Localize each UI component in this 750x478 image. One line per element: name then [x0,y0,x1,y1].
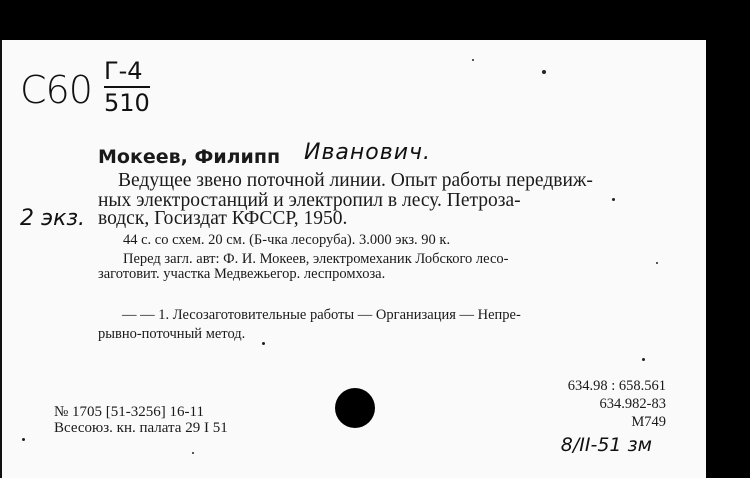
subject-line-1: — — 1. Лесозаготовительные работы — Организация — Непре- [122,307,521,323]
speck [22,438,25,441]
speck [642,358,645,361]
classification-3: М749 [631,414,666,430]
card-number: № 1705 [51-3256] 16-11 [54,404,204,420]
physical-description: 44 с. со схем. 20 см. (Б-чка лесоруба). 3.000 экз. 90 к. [123,232,451,248]
speck [472,59,474,61]
classification-1: 634.98 : 658.561 [567,378,666,394]
punch-hole [335,388,375,428]
call-number-main: С60 [20,68,92,112]
classification-2: 634.982-83 [599,396,666,412]
speck [656,262,658,264]
copies-note: 2 экз. [20,206,86,231]
speck [542,70,546,74]
title-line-2: ных электростанций и электропил в лесу. Петроза- [98,190,521,211]
book-chamber-line: Всесоюз. кн. палата 29 I 51 [54,420,228,436]
author-patronymic: Иванович. [304,140,432,165]
speck [612,198,615,201]
catalog-card [0,40,706,478]
note-line-1: Перед загл. авт: Ф. И. Мокеев, электромеханик Лобского лесо- [123,251,509,267]
author-name: Мокеев, Филипп [98,146,281,168]
fraction-line [104,86,150,88]
handwritten-date: 8/II-51 зм [560,434,652,456]
call-number-top: Г-4 [104,57,143,85]
note-line-2: заготовит. участка Медвежьегор. леспромхоза. [98,266,386,282]
subject-line-2: рывно-поточный метод. [98,326,246,342]
title-line-1: Ведущее звено поточной линии. Опыт работы передвиж- [118,170,593,191]
call-number-fraction [104,58,152,116]
speck [262,342,265,345]
call-number-bottom: 510 [104,89,150,117]
title-line-3: водск, Госиздат КФССР, 1950. [98,208,348,229]
speck [192,452,194,454]
